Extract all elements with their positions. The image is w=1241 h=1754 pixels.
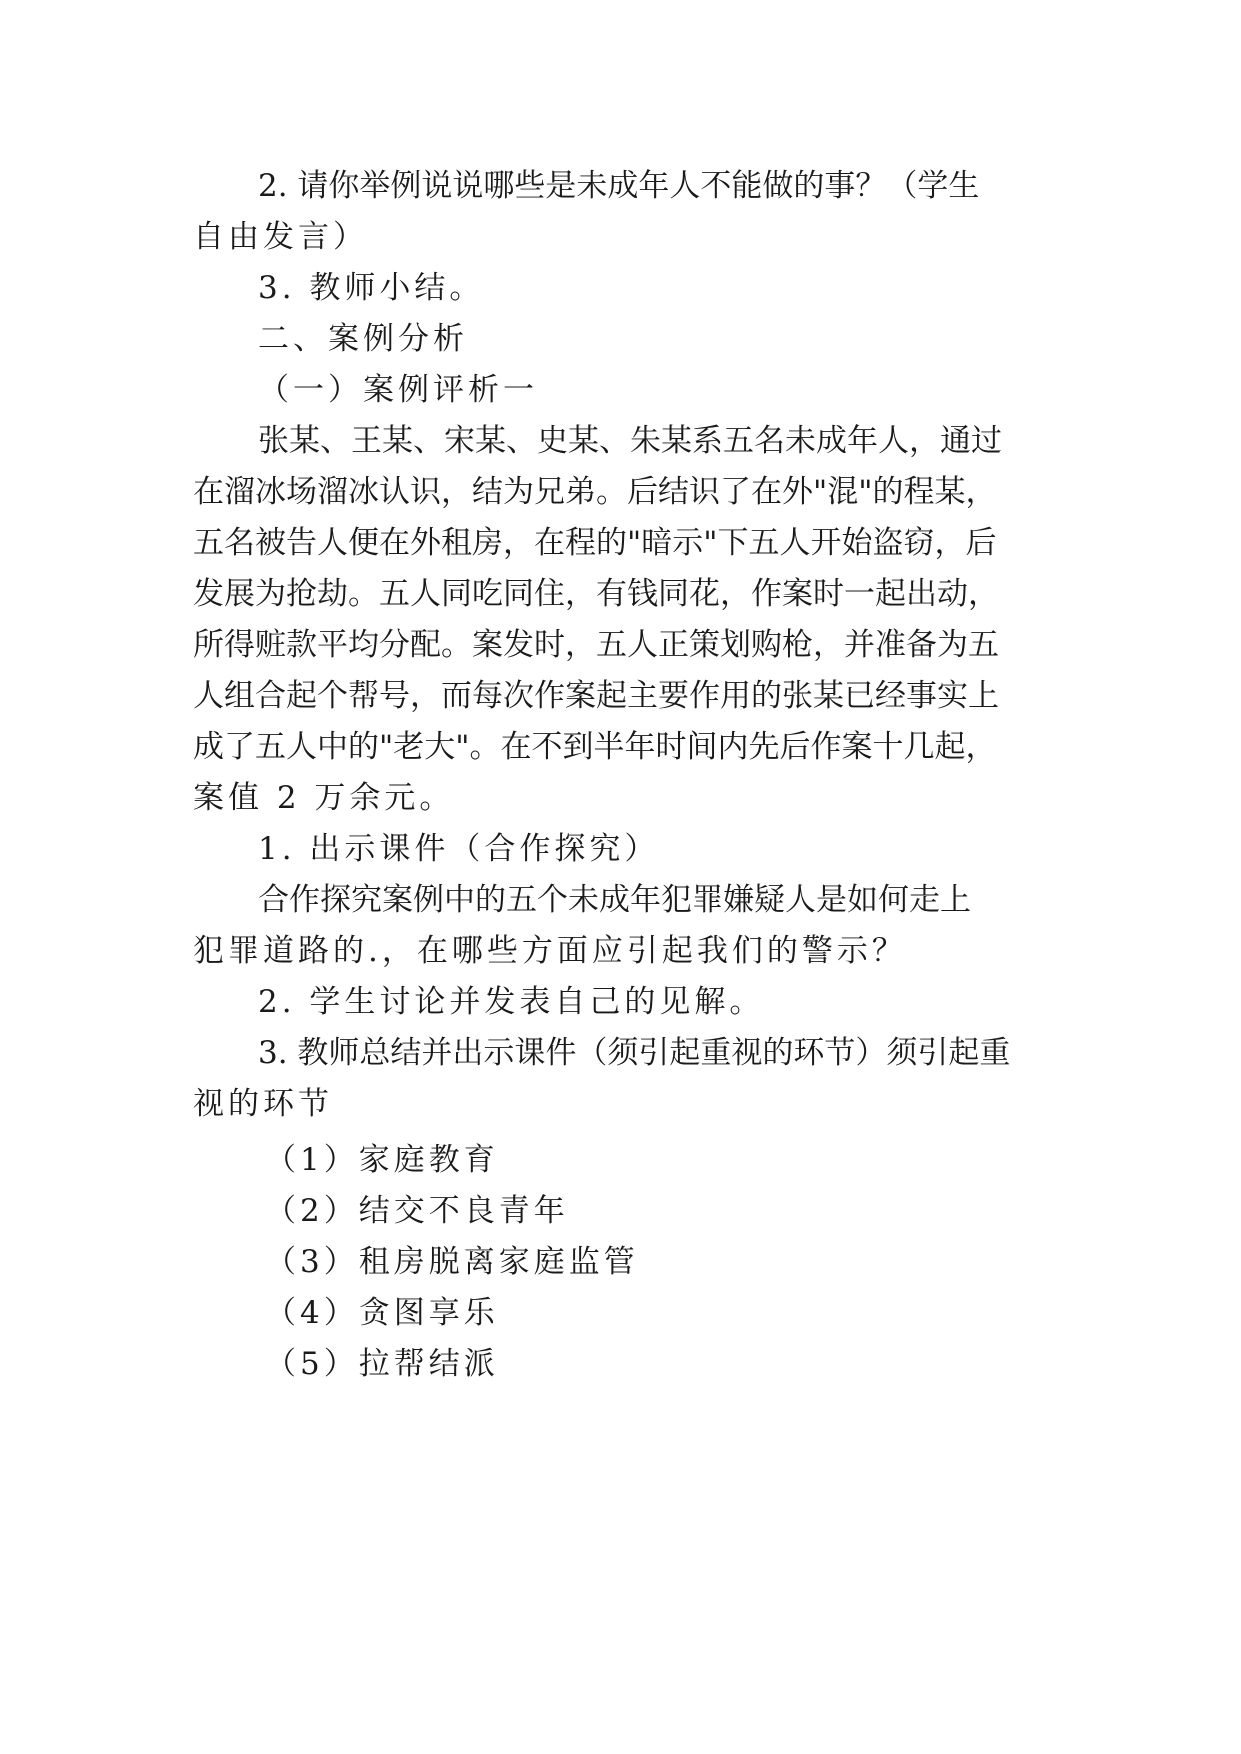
case-paragraph-line-1: 张某、王某、宋某、史某、朱某系五名未成年人，通过 xyxy=(258,423,1002,459)
inquiry-question-line-2: 犯罪道路的.，在哪些方面应引起我们的警示？ xyxy=(193,933,907,969)
case-paragraph-line-7: 成了五人中的"老大"。在不到半年时间内先后作案十几起， xyxy=(193,729,997,765)
question-2-line-2: 自由发言） xyxy=(193,219,368,255)
subsection-heading-case-1: （一）案例评析一 xyxy=(258,372,538,408)
list-item-5: （5）拉帮结派 xyxy=(265,1346,499,1382)
section-heading-case-analysis: 二、案例分析 xyxy=(258,321,468,357)
list-item-1: （1）家庭教育 xyxy=(265,1142,499,1178)
step-1-show-courseware: 1. 出示课件（合作探究） xyxy=(258,831,660,867)
case-paragraph-line-2: 在溜冰场溜冰认识，结为兄弟。后结识了在外"混"的程某， xyxy=(193,474,997,510)
list-item-3: （3）租房脱离家庭监管 xyxy=(265,1244,639,1280)
case-paragraph-line-5: 所得赃款平均分配。案发时，五人正策划购枪，并准备为五 xyxy=(193,627,999,663)
question-2-line-1: 2. 请你举例说说哪些是未成年人不能做的事？（学生 xyxy=(258,168,980,204)
list-item-4: （4）贪图享乐 xyxy=(265,1295,499,1331)
case-paragraph-line-6: 人组合起个帮号，而每次作案起主要作用的张某已经事实上 xyxy=(193,678,999,714)
step-3-teacher-conclusion-line-1: 3. 教师总结并出示课件（须引起重视的环节）须引起重 xyxy=(258,1035,1011,1071)
case-paragraph-line-3: 五名被告人便在外租房，在程的"暗示"下五人开始盗窃，后 xyxy=(193,525,997,561)
step-3-teacher-conclusion-line-2: 视的环节 xyxy=(193,1086,333,1122)
step-2-student-discussion: 2. 学生讨论并发表自己的见解。 xyxy=(258,984,765,1020)
teacher-summary: 3. 教师小结。 xyxy=(258,270,485,306)
case-paragraph-line-8: 案值 2 万余元。 xyxy=(193,780,455,816)
case-paragraph-line-4: 发展为抢劫。五人同吃同住，有钱同花，作案时一起出动， xyxy=(193,576,999,612)
inquiry-question-line-1: 合作探究案例中的五个未成年犯罪嫌疑人是如何走上 xyxy=(258,882,971,918)
list-item-2: （2）结交不良青年 xyxy=(265,1193,569,1229)
